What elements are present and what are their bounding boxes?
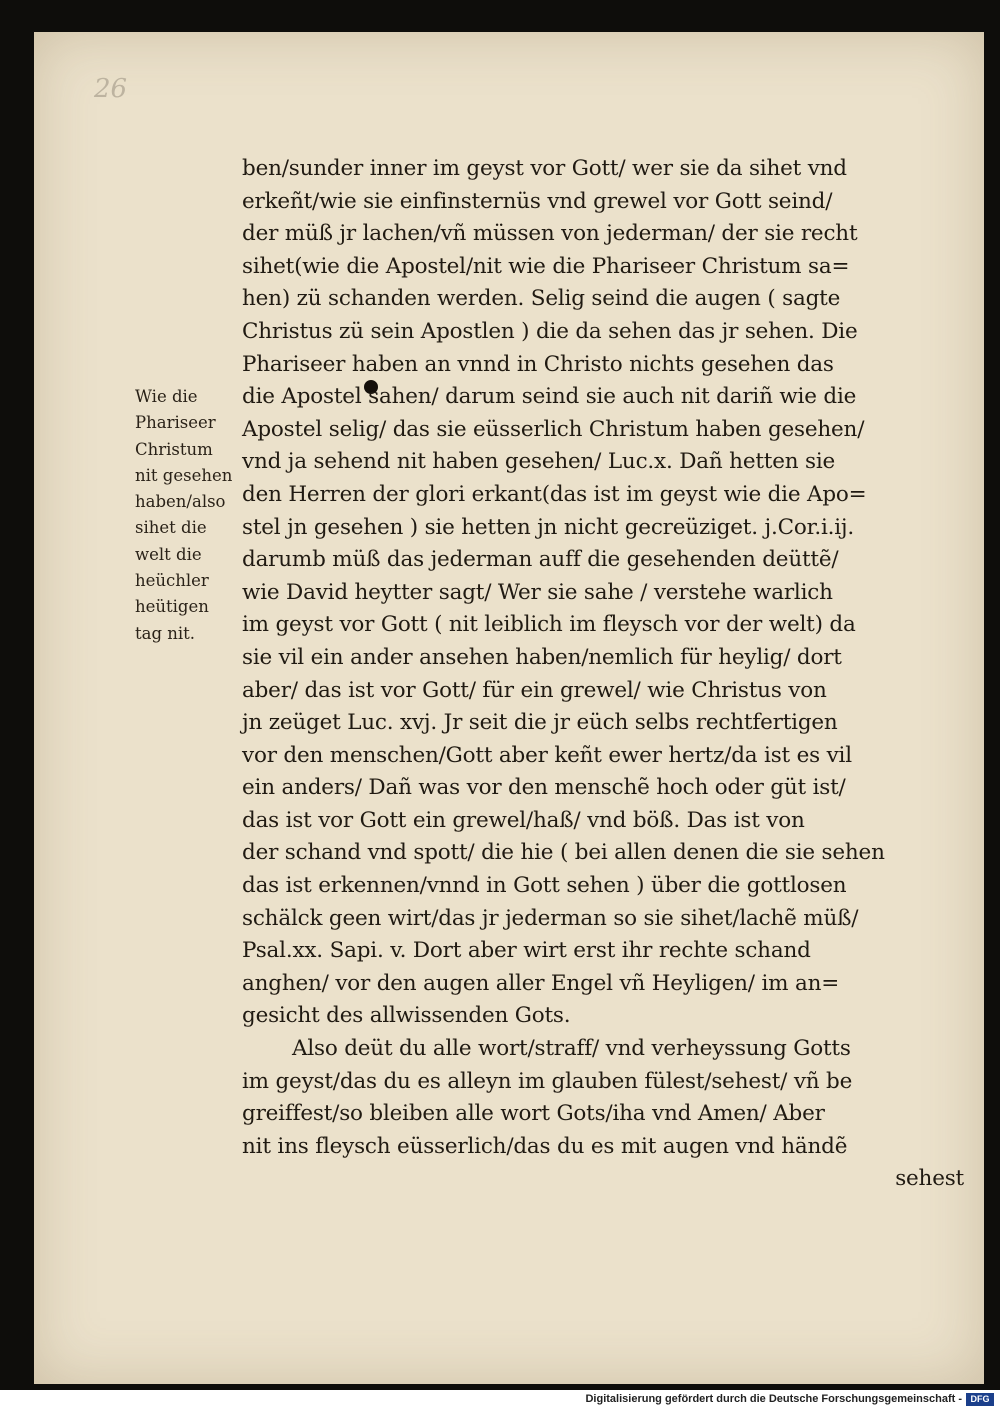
margin-note-line: Wie die [135,387,198,406]
text-line: Apostel selig/ das sie eüsserlich Christum haben gesehen/ [242,416,865,442]
text-line: Phariseer haben an vnnd in Christo nichts gesehen das [242,351,834,377]
text-line: das ist erkennen/vnnd in Gott sehen ) über die gottlosen [242,873,847,899]
text-line: wie David heytter sagt/ Wer sie sahe / verstehe warlich [242,579,833,605]
page-number: 26 [94,74,128,104]
margin-note-line: welt die [135,544,202,564]
text-line: den Herren der glori erkant(das ist im geyst wie die Apo= [242,481,867,507]
text-line: stel jn gesehen ) sie hetten jn nicht gecreüziget. j.Cor.i.ij. [242,514,855,540]
text-line: anghen/ vor den augen aller Engel vñ Heyligen/ im an= [242,970,840,996]
margin-note-line: Phariseer [135,413,216,433]
text-line: hen) zü schanden werden. Selig seind die augen ( sagte [242,286,841,312]
text-line: gesicht des allwissenden Gots. [242,1003,571,1029]
catchword: sehest [895,1166,964,1192]
book-page [34,32,984,1384]
text-line: im geyst vor Gott ( nit leiblich im fleysch vor der welt) da [242,612,856,638]
paragraph-start-line: Also deüt du alle wort/straff/ vnd verheyssung Gotts [292,1036,851,1062]
text-line: das ist vor Gott ein grewel/haß/ vnd böß. Das ist von [242,807,805,833]
margin-note-line: Christum [135,439,213,459]
digitization-footer [0,1390,1000,1410]
text-line: darumb müß das jederman auff die gesehenden deüttẽ/ [242,547,839,573]
text-line: der schand vnd spott/ die hie ( bei allen denen die sie sehen [242,840,885,866]
text-line: greiffest/so bleiben alle wort Gots/iha vnd Amen/ Aber [242,1101,825,1127]
body-text [242,153,982,1196]
text-line: ein anders/ Dañ was vor den menschẽ hoch oder güt ist/ [242,775,846,801]
text-line: erkeñt/wie sie einfinsternüs vnd grewel vor Gott seind/ [242,188,833,214]
text-line: sihet(wie die Apostel/nit wie die Phariseer Christum sa= [242,253,850,279]
text-line: im geyst/das du es alleyn im glauben fülest/sehest/ vñ be [242,1068,853,1094]
margin-note-line: heüchler [135,571,209,591]
text-line: ben/sunder inner im geyst vor Gott/ wer sie da sihet vnd [242,156,847,181]
text-line: vnd ja sehend nit haben gesehen/ Luc.x. Dañ hetten sie [242,449,836,475]
text-line: Christus zü sein Apostlen ) die da sehen das jr sehen. Die [242,318,858,344]
text-line: die Apostel sahen/ darum seind sie auch nit dariñ wie die [242,384,857,410]
text-line: vor den menschen/Gott aber keñt ewer hertz/da ist es vil [242,742,852,768]
text-line: jn zeüget Luc. xvj. Jr seit die jr eüch selbs rechtfertigen [242,710,838,736]
text-line: nit ins fleysch eüsserlich/das du es mit augen vnd händẽ [242,1133,848,1159]
text-line: schälck geen wirt/das jr jederman so sie sihet/lachẽ müß/ [242,905,859,931]
margin-note-line: nit gesehen [135,465,233,485]
text-line: der müß jr lachen/vñ müssen von jederman/ der sie recht [242,221,858,247]
text-line: aber/ das ist vor Gott/ für ein grewel/ wie Christus von [242,677,827,703]
margin-note-line: heütigen [135,597,209,617]
margin-note-line: tag nit. [135,623,196,643]
dfg-logo-icon: DFG [966,1393,994,1406]
margin-note-line: haben/also [135,492,226,512]
text-line: sie vil ein ander ansehen haben/nemlich für heylig/ dort [242,644,842,670]
footer-credit: Digitalisierung gefördert durch die Deutsche Forschungsgemeinschaft - [585,1393,962,1405]
margin-note-line: sihet die [135,518,207,538]
text-line: Psal.xx. Sapi. v. Dort aber wirt erst ihr rechte schand [242,938,811,964]
